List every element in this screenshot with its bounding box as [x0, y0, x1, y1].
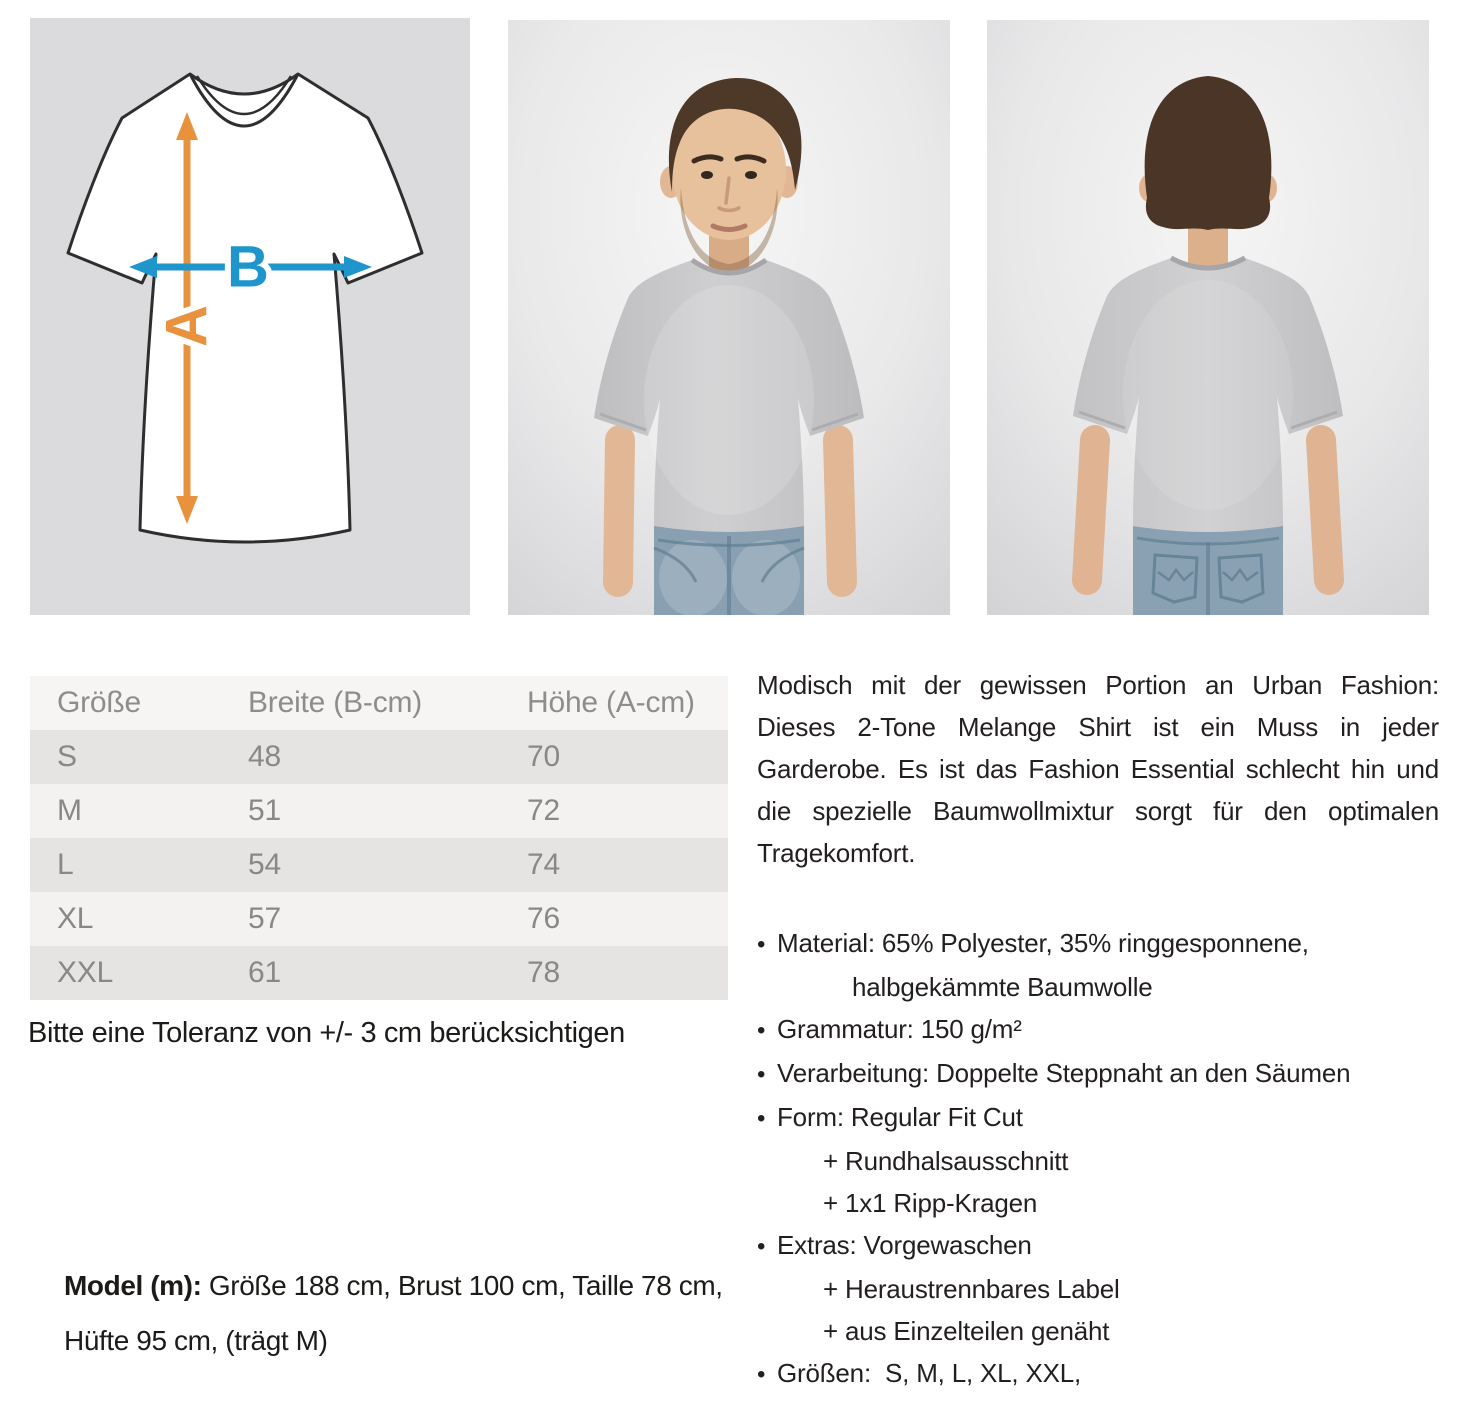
hoehe-cell: 76 — [527, 902, 560, 935]
feature-list — [757, 922, 1447, 1396]
feature-verarbeitung: • Verarbeitung: Doppelte Steppnaht an den Säumen — [757, 1052, 1447, 1096]
table-row-xxl — [30, 946, 728, 1000]
hair-back — [1145, 76, 1272, 230]
model-photo-front — [508, 20, 950, 615]
right-arm — [1321, 440, 1329, 580]
model-front-illustration — [508, 20, 950, 615]
column-header-hoehe: Höhe (A-cm) — [527, 686, 695, 719]
table-row-s — [30, 730, 728, 784]
tee-highlight — [1123, 280, 1293, 510]
column-header-groesse: Größe — [57, 686, 142, 719]
hoehe-cell: 78 — [527, 956, 560, 989]
bullet-icon: • — [757, 1061, 766, 1088]
model-info-measurements: Größe 188 cm, Brust 100 cm, Taille 78 cm, — [201, 1270, 723, 1301]
breite-cell: 54 — [248, 848, 281, 881]
size-table — [30, 676, 728, 1000]
jeans-front — [654, 524, 804, 615]
left-arm — [1087, 440, 1095, 580]
hoehe-cell: 72 — [527, 794, 560, 827]
size-diagram — [30, 18, 470, 615]
breite-cell: 61 — [248, 956, 281, 989]
feature-form-sub2: + 1x1 Ripp-Kragen — [823, 1188, 1038, 1218]
right-arm — [838, 440, 842, 582]
model-info — [64, 1258, 764, 1368]
feature-form: • Form: Regular Fit Cut — [757, 1096, 1447, 1140]
feature-extras: • Extras: Vorgewaschen — [757, 1224, 1447, 1268]
breite-cell: 48 — [248, 740, 281, 773]
model-back-illustration — [987, 20, 1429, 615]
feature-extras-sub1: + Heraustrennbares Label — [823, 1274, 1120, 1304]
column-header-breite: Breite (B-cm) — [248, 686, 423, 719]
breite-cell: 51 — [248, 794, 281, 827]
feature-form-sub1: + Rundhalsausschnitt — [823, 1146, 1069, 1176]
bullet-icon: • — [757, 931, 766, 958]
model-info-line1 — [64, 1270, 723, 1301]
hoehe-cell: 70 — [527, 740, 560, 773]
size-cell: L — [57, 848, 74, 881]
breite-cell: 57 — [248, 902, 281, 935]
bullet-icon: • — [757, 1105, 766, 1132]
feature-groessen: • Größen: S, M, L, XL, XXL, — [757, 1352, 1447, 1396]
model-photo-back — [987, 20, 1429, 615]
feature-material: • Material: 65% Polyester, 35% ringgesponnene, — [757, 922, 1447, 966]
feature-grammatur: • Grammatur: 150 g/m² — [757, 1008, 1447, 1052]
size-cell: M — [57, 794, 82, 827]
model-info-line2: Hüfte 95 cm, (trägt M) — [64, 1325, 328, 1356]
height-label-a: A — [154, 305, 220, 347]
bullet-icon: • — [757, 1017, 766, 1044]
size-cell: S — [57, 740, 77, 773]
feature-material-cont: halbgekämmte Baumwolle — [852, 972, 1153, 1002]
product-description: Modisch mit der gewissen Portion an Urban Fashion: Dieses 2-Tone Melange Shirt ist ein Muss in jeder Garderobe. Es ist das Fashion Essential schlecht hin und die spezielle Baumwollmixtur sorgt für den optimalen Tragekomfort. — [757, 670, 1439, 868]
description-column — [757, 664, 1447, 1388]
left-arm — [618, 440, 620, 582]
table-row-xl — [30, 892, 728, 946]
size-cell: XXL — [57, 956, 114, 989]
size-diagram-illustration — [30, 18, 470, 615]
bullet-icon: • — [757, 1361, 766, 1388]
size-table-header-row — [30, 676, 728, 730]
table-row-l — [30, 838, 728, 892]
model-info-label: Model (m): — [64, 1270, 202, 1301]
table-row-m — [30, 784, 728, 838]
bullet-icon: • — [757, 1233, 766, 1260]
tee-highlight — [644, 285, 814, 515]
size-cell: XL — [57, 902, 94, 935]
feature-extras-sub2: + aus Einzelteilen genäht — [823, 1316, 1110, 1346]
jeans-back — [1133, 524, 1283, 615]
width-label-b: B — [227, 234, 269, 300]
tolerance-note: Bitte eine Toleranz von +/- 3 cm berücksichtigen — [28, 1017, 625, 1049]
hoehe-cell: 74 — [527, 848, 560, 881]
